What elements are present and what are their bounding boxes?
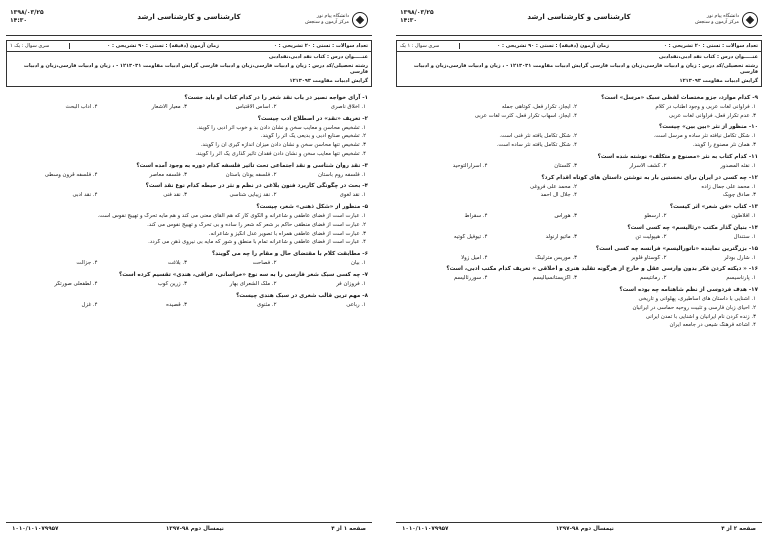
field-code: رشته تحصیلی/کد درس : زبان و ادبیات فارسی،زبان و ادبیات فارسی گرایش ادبیات مقاومت ۱۲۱۳۰۳۱ - ، زبان و ادبیات فارسی،زبان و ادبیات فارسی <box>23 62 368 75</box>
question-list <box>396 87 762 329</box>
answer-option: ۳. زرین کوب <box>157 280 187 287</box>
answer-option: ۳. گلستان <box>554 162 577 169</box>
answer-option: ۳. عبارت است از فضای عاطفی همراه با تصویر عدل انگیز و شاعرانه. <box>208 230 366 237</box>
question-item <box>400 154 758 170</box>
exam-duration: زمان آزمون (دقیقه) : تستی : ۹۰ تشریحی : ۰ <box>497 42 609 49</box>
answer-option: ۱. شارل بودلر <box>723 254 756 261</box>
answer-option: ۱. نفثه المصدور <box>720 162 756 169</box>
question-item <box>400 225 758 241</box>
question-count: تعداد سوالات : تستی : ۲۰ تشریحی : ۰ <box>273 42 368 49</box>
answer-option: ۲. فصاحت <box>252 260 277 267</box>
question-item <box>10 183 368 199</box>
field-code-cont: گرایش ادبیات مقاومت ۱۲۱۳۰۹۳ <box>289 78 368 85</box>
answer-option: ۱. تشخیص محاسن و معایب سخن و نشان دادن بد و خوب اثر ادبی را گویند. <box>196 124 366 131</box>
exam-page-2 <box>396 6 762 536</box>
answer-option: ۴. اشاعه فرهنگ شیعی در جامعه ایران <box>669 322 756 329</box>
answer-option: ۱. نقد لغوی <box>339 192 366 199</box>
answer-options <box>400 213 758 220</box>
question-text: ۱۱- کدام کتاب به نثر «مصنوع و متکلف» نوشته شده است؟ <box>597 153 758 160</box>
answer-option: ۱. ستندال <box>733 233 756 240</box>
question-item <box>10 272 368 288</box>
answer-option: ۲. ایجاز، تکرار فعل، کوتاهی جمله <box>501 103 577 110</box>
question-item <box>400 95 758 119</box>
answer-option: ۲. اساس الاقتباس <box>235 103 277 110</box>
exam-code: ۱۰۱۰/۱۰۱۰۷۹۹۵۷ <box>402 526 449 532</box>
answer-option: ۲. مثنوی <box>257 301 277 308</box>
question-text: ۶- مطابقت کلام با مقتضای حال و مقام را چه می گویند؟ <box>212 251 368 258</box>
answer-option: ۴. عبارت است از فضای عاطفی و شاعرانه تمام با منطق و شور که مایه بی نیروی ذهن می گردد. <box>148 239 366 246</box>
answer-options <box>10 125 368 158</box>
answer-option: ۲. تشخیص صنایع ادبی و بدیعی یک اثر را گویند. <box>260 133 366 140</box>
question-item <box>400 266 758 282</box>
answer-options <box>10 260 368 267</box>
exam-code: ۱۰۱۰/۱۰۱۰۷۹۹۵۷ <box>12 526 59 532</box>
answer-option: ۱. پارناسیسم <box>726 275 756 282</box>
answer-option: ۴. امیل زولا <box>461 254 488 261</box>
answer-option: ۴. غزل <box>81 301 98 308</box>
question-item <box>10 251 368 267</box>
question-item <box>400 287 758 329</box>
page-number: صفحه ۱ از ۴ <box>331 526 366 532</box>
answer-options <box>400 255 758 262</box>
exam-title: کارشناسی و کارشناسی ارشد <box>527 13 631 21</box>
question-count: تعداد سوالات : تستی : ۲۰ تشریحی : ۰ <box>663 42 758 49</box>
course-title: عنـــــوان درس : کتاب نقد ادبی،نقدادبی <box>658 53 758 60</box>
page-number: صفحه ۲ از ۴ <box>721 526 756 532</box>
answer-option: ۲. رمانتیسم <box>639 275 667 282</box>
answer-option: ۴. آداب البحث <box>65 103 98 110</box>
answer-options <box>400 234 758 241</box>
answer-option: ۲. کشف الاسرار <box>629 162 667 169</box>
question-text: ۱۷- هدف فردوسی از نظم شاهنامه چه بوده است؟ <box>619 287 758 294</box>
question-text: ۳- نقد روان شناسی و نقد اجتماعی تحت تاثیر فلسفه کدام دوره به وجود آمده است؟ <box>136 162 368 169</box>
page-footer <box>396 522 762 536</box>
answer-option: ۱. عبارت است از فضای عاطفی و شاعرانه و الگوی کار که هم القای معنی می کند و هم مایه تحرک و تهییج نفوس است. <box>97 213 366 220</box>
exam-info-box <box>6 40 372 87</box>
question-item <box>10 204 368 246</box>
question-text: ۱۳- کتاب «فن شعر» اثر کیست؟ <box>669 204 758 211</box>
answer-option: ۲. نقد زیبایی شناسی <box>229 192 277 199</box>
field-code-cont: گرایش ادبیات مقاومت ۱۲۱۳۰۹۳ <box>679 78 758 85</box>
question-text: ۲- تعریف «نقد» در اصطلاح ادب چیست؟ <box>257 115 368 122</box>
answer-option: ۳. همان نثر مصنوع را گویند. <box>692 142 756 149</box>
answer-options <box>400 104 758 120</box>
answer-option: ۲. ارسطو <box>644 213 667 220</box>
answer-option: ۳. اگزیستانسیالیسم <box>532 275 577 282</box>
question-text: ۱۰- منظور از نثر «بین بین» چیست؟ <box>658 124 758 131</box>
exam-date: ۱۳۹۸/۰۳/۲۵ ۱۴:۳۰ <box>400 9 434 25</box>
question-text: ۵- منظور از «شکل ذهنی» شعر، چیست؟ <box>256 204 368 211</box>
university-logo: دانشگاه پیام نور مرکز آزمون و سنجش <box>298 8 368 32</box>
question-item <box>10 293 368 309</box>
question-text: ۱۶- « دیکته کردن فکر بدون وارسی عقل و خارج از هرگونه تقلید هنری و اخلاقی » تعریف کدام مکتب ادبی، است؟ <box>446 266 758 273</box>
term-label: نیمسال دوم ۹۸-۱۳۹۷ <box>555 526 614 532</box>
answer-option: ۲. شکل تکامل یافته نثر فنی است. <box>499 133 577 140</box>
answer-option: ۴. شکل تکامل یافته نثر ساده است. <box>496 142 577 149</box>
page-header <box>396 6 762 36</box>
answer-option: ۱. شکل تکامل نیافته نثر ساده و مرسل است. <box>653 133 756 140</box>
question-text: ۹- کدام موارد، جزو مختصات لفظی سبک «مرسل» است؟ <box>601 95 758 101</box>
question-item <box>400 204 758 220</box>
question-text: ۷- چه کسی سبک شعر فارسی را به سه نوع «خراسانی، عراقی، هندی» تقسیم کرده است؟ <box>118 271 368 278</box>
question-series: سری سوال : یک ۱ <box>10 43 70 49</box>
answer-options <box>400 184 758 200</box>
answer-option: ۴. سوررئالیسم <box>453 275 488 282</box>
exam-info-box <box>396 40 762 87</box>
course-title: عنـــــوان درس : کتاب نقد ادبی،نقدادبی <box>268 53 368 60</box>
answer-option: ۲. هیپولیت تن <box>635 233 667 240</box>
answer-option: ۴. تیوفیل گوتیه <box>453 233 488 240</box>
answer-option: ۳. معیار الاشعار <box>151 103 187 110</box>
answer-option: ۳. عدم تکرار فعل، فراوانی لغات عربی <box>668 112 756 119</box>
answer-option: ۴. سقراط <box>464 213 488 220</box>
page-footer <box>6 522 372 536</box>
answer-option: ۱. آشنایی با داستان های اساطیری، پهلوانی و تاریخی <box>638 296 756 303</box>
answer-option: ۳. هوراس <box>554 213 577 220</box>
answer-option: ۴. نقد ادبی <box>72 192 98 199</box>
answer-options <box>400 133 758 149</box>
question-text: ۱۲- چه کسی در ایران برای نخستین بار به نوشتن داستان های کوتاه اقدام کرد؟ <box>541 174 758 181</box>
answer-option: ۴. فلسفه قرون وسطی <box>44 171 98 178</box>
question-item <box>10 95 368 111</box>
question-item <box>10 163 368 179</box>
answer-option: ۳. فلسفه معاصر <box>149 171 187 178</box>
question-list <box>6 87 372 308</box>
answer-option: ۲. عبارت است از فضای منطقی حاکم بر شعر که شعر را ساده و بی تحرک و تهییج نفوس می کند. <box>147 221 366 228</box>
question-item <box>400 124 758 148</box>
answer-options <box>400 163 758 170</box>
answer-options <box>10 281 368 288</box>
answer-option: ۳. نقد فنی <box>163 192 187 199</box>
answer-option: ۳. صادق چوبک <box>722 192 756 199</box>
exam-duration: زمان آزمون (دقیقه) : تستی : ۹۰ تشریحی : ۰ <box>107 42 219 49</box>
answer-option: ۲. ملک الشعرای بهار <box>229 280 277 287</box>
answer-option: ۳. موریس مترلینگ <box>535 254 577 261</box>
answer-option: ۴. لطفعلی صورتگر <box>54 280 98 287</box>
answer-option: ۱. فراوانی لغات عربی و وجود اطناب در کلام <box>655 103 756 110</box>
answer-options <box>10 302 368 309</box>
answer-option: ۱. افلاطون <box>731 213 756 220</box>
answer-option: ۳. بلاغت <box>167 260 187 267</box>
answer-options <box>400 296 758 329</box>
question-item <box>10 116 368 158</box>
answer-option: ۴. جلال آل احمد <box>540 192 577 199</box>
question-text: ۱۵- بزرگترین نماینده «ناتورالیسم» فرانسه چه کسی است؟ <box>595 245 758 252</box>
answer-option: ۴. جزالت <box>76 260 98 267</box>
exam-page-1 <box>6 6 372 536</box>
answer-options <box>10 213 368 246</box>
answer-option: ۱. فروزان فر <box>336 280 366 287</box>
answer-option: ۳. ماتیو آرنولد <box>545 233 577 240</box>
question-text: ۴- بحث در چگونگی کاربرد فنون بلاغی در نظم و نثر در حیطه کدام نوع نقد است؟ <box>145 183 368 190</box>
question-item <box>400 246 758 262</box>
field-code: رشته تحصیلی/کد درس : زبان و ادبیات فارسی،زبان و ادبیات فارسی گرایش ادبیات مقاومت ۱۲۱۳۰۳۱ - ، زبان و ادبیات فارسی،زبان و ادبیات فارسی <box>413 62 758 75</box>
university-logo: دانشگاه پیام نور مرکز آزمون و سنجش <box>688 8 758 32</box>
question-text: ۱- آرای خواجه نصیر در باب نقد شعر را در کدام کتاب او باید جست؟ <box>184 95 368 101</box>
answer-option: ۱. فلسفه روم باستان <box>318 171 366 178</box>
answer-option: ۲. احیای زبان فارسی و تثبیت روحیه حماسی در ایرانیان <box>632 304 756 311</box>
answer-option: ۱. بیان <box>350 260 366 267</box>
question-text: ۱۴- بنیان گذار مکتب «رئالیسم» چه کسی است؟ <box>627 224 758 231</box>
answer-options <box>10 172 368 179</box>
question-item <box>400 175 758 199</box>
answer-options <box>10 192 368 199</box>
question-series: سری سوال : ۱ یک <box>400 43 460 49</box>
answer-option: ۴. اسرارالتوحید <box>452 162 488 169</box>
answer-option: ۱. اخلاق ناصری <box>330 103 366 110</box>
answer-option: ۳. قصیده <box>166 301 187 308</box>
answer-option: ۴. تشخیص تنها معایب سخن و نشان دادن فقدان تاثیر گذاری یک اثر را گویند. <box>195 150 366 157</box>
answer-options <box>400 275 758 282</box>
question-text: ۸- مهم ترین قالب شعری در سبک هندی چیست؟ <box>236 292 368 299</box>
exam-title: کارشناسی و کارشناسی ارشد <box>137 13 241 21</box>
answer-option: ۲. گوستاو فلوبر <box>631 254 667 261</box>
answer-option: ۳. تشخیص تنها محاسن سخن و نشان دادن میزان اندازه گیری آن را گویند. <box>200 142 366 149</box>
answer-option: ۴. ایجاز، اسهاب تکرار فعل، کثرت لغات عربی <box>474 112 577 119</box>
exam-date: ۱۳۹۸/۰۳/۲۵ ۱۴:۳۰ <box>10 9 44 25</box>
answer-option: ۳. زنده کردن نام ایرانیان و آشنایی با تمدن ایرانی <box>645 313 756 320</box>
answer-options <box>10 104 368 111</box>
answer-option: ۲. محمد علی فروغی <box>529 183 577 190</box>
answer-option: ۲. فلسفه یونان باستان <box>225 171 277 178</box>
page-header <box>6 6 372 36</box>
term-label: نیمسال دوم ۹۸-۱۳۹۷ <box>165 526 224 532</box>
answer-option: ۱. رباعی <box>346 301 366 308</box>
answer-option: ۱. محمد علی جمال زاده <box>701 183 756 190</box>
